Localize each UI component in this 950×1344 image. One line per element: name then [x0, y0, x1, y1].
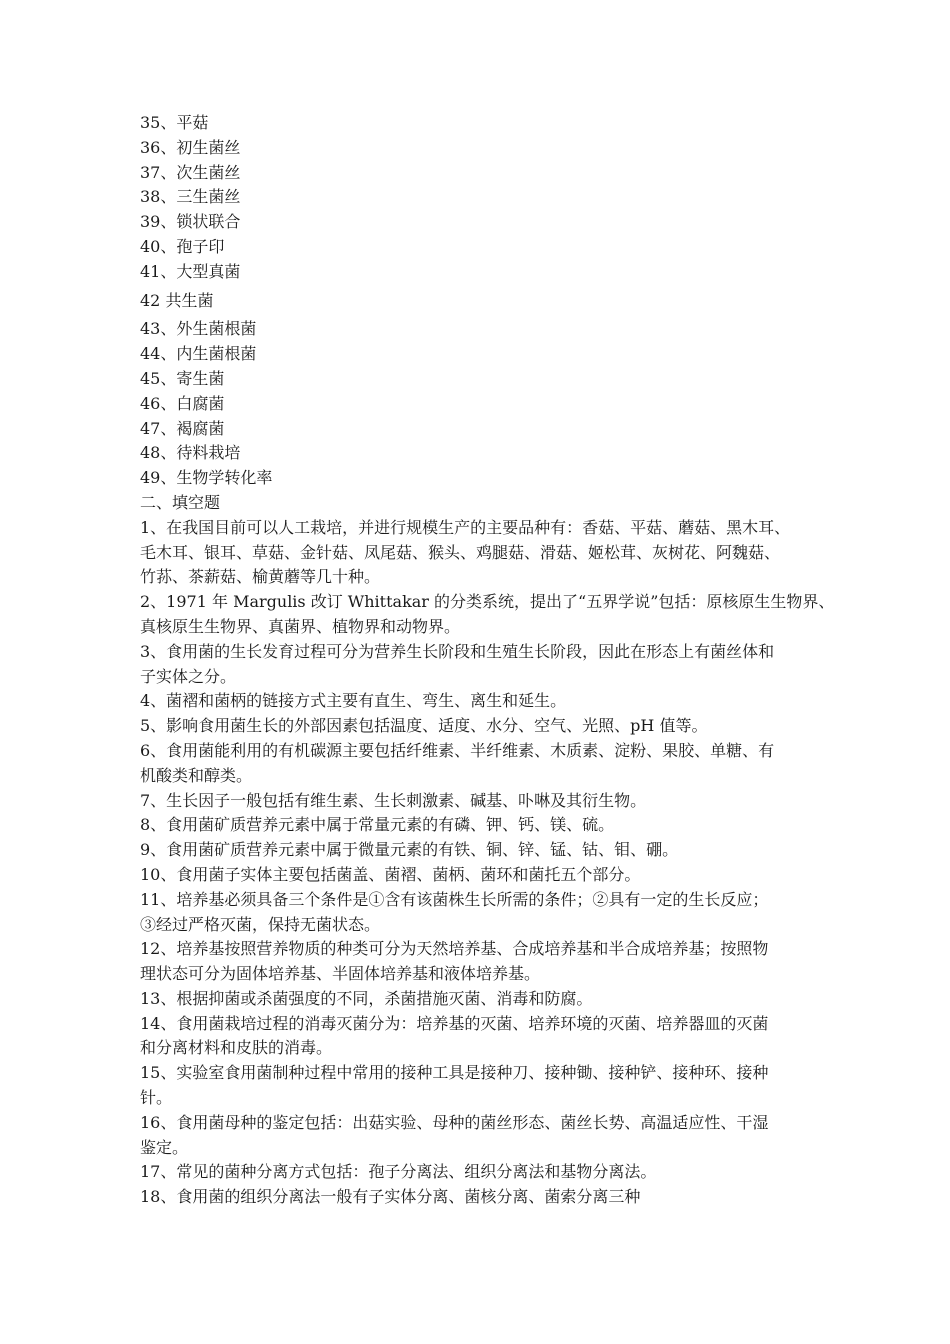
answer-line: 8、食用菌矿质营养元素中属于常量元素的有磷、钾、钙、镁、硫。: [140, 815, 615, 835]
term-item: 35、平菇: [140, 113, 209, 132]
document-page: [140, 111, 835, 1210]
answer-line: 3、食用菌的生长发育过程可分为营养生长阶段和生殖生长阶段，因此在形态上有菌丝体和: [140, 641, 775, 661]
term-item: 41、大型真菌: [140, 261, 241, 281]
answer-line: 真核原生生物界、真菌界、植物界和动物界。: [140, 616, 461, 636]
answer-item: [140, 838, 830, 863]
answer-line: 11、培养基必须具备三个条件是①含有该菌株生长所需的条件；②具有一定的生长反应；: [140, 889, 769, 909]
answer-line: 6、食用菌能利用的有机碳源主要包括纤维素、半纤维素、木质素、淀粉、果胶、单糖、有: [140, 740, 775, 760]
answer-item: [140, 739, 830, 789]
answer-item: [140, 516, 830, 590]
answer-line: 13、根据抑菌或杀菌强度的不同，杀菌措施灭菌、消毒和防腐。: [140, 988, 593, 1008]
answer-item: [140, 987, 830, 1012]
term-item: 44、内生菌根菌: [140, 344, 257, 364]
answer-line: ③经过严格灭菌，保持无菌状态。: [140, 914, 381, 934]
answer-line: 1、在我国目前可以人工栽培，并进行规模生产的主要品种有：香菇、平菇、蘑菇、黑木耳、: [140, 517, 791, 537]
term-item: 39、锁状联合: [140, 212, 241, 232]
answer-line: 2、1971 年 Margulis 改订 Whittakar 的分类系统，提出了“五界学说”包括：原核原生生物界、: [140, 592, 835, 612]
answer-line: 10、食用菌子实体主要包括菌盖、菌褶、菌柄、菌环和菌托五个部分。: [140, 864, 641, 884]
term-item: 45、寄生菌: [140, 368, 225, 388]
answer-line: 9、食用菌矿质营养元素中属于微量元素的有铁、铜、锌、锰、钴、钼、硼。: [140, 840, 679, 860]
answer-item: [140, 689, 830, 714]
answer-line: 理状态可分为固体培养基、半固体培养基和液体培养基。: [140, 964, 541, 984]
answer-line: 4、菌褶和菌柄的链接方式主要有直生、弯生、离生和延生。: [140, 691, 567, 711]
term-item: 43、外生菌根菌: [140, 319, 257, 339]
answer-line: 子实体之分。: [140, 666, 237, 686]
term-item: 49、生物学转化率: [140, 468, 273, 488]
answer-line: 针。: [140, 1088, 173, 1108]
answer-line: 竹荪、茶薪菇、榆黄蘑等几十种。: [140, 567, 381, 587]
answer-line: 鉴定。: [140, 1137, 189, 1157]
answer-item: [140, 937, 830, 987]
answer-item: [140, 590, 835, 640]
answer-item: [140, 1061, 830, 1111]
answer-line: 12、培养基按照营养物质的种类可分为天然培养基、合成培养基和半合成培养基；按照物: [140, 939, 769, 959]
answer-line: 7、生长因子一般包括有维生素、生长刺激素、碱基、卟啉及其衍生物。: [140, 790, 647, 810]
term-item: 38、三生菌丝: [140, 187, 241, 207]
term-item: 46、白腐菌: [140, 393, 225, 413]
answer-line: 毛木耳、银耳、草菇、金针菇、凤尾菇、猴头、鸡腿菇、滑菇、姬松茸、灰树花、阿魏菇、: [140, 542, 781, 562]
term-item: 42 共生菌: [140, 290, 214, 310]
section-title: 二、填空题: [140, 492, 221, 512]
answer-item: [140, 1160, 830, 1185]
answer-list: [140, 516, 835, 1210]
answer-item: [140, 1185, 830, 1210]
answer-line: 和分离材料和皮肤的消毒。: [140, 1038, 333, 1058]
answer-line: 5、影响食用菌生长的外部因素包括温度、适度、水分、空气、光照、pH 值等。: [140, 716, 708, 736]
answer-item: [140, 714, 830, 739]
answer-line: 18、食用菌的组织分离法一般有子实体分离、菌核分离、菌索分离三种: [140, 1187, 641, 1207]
term-item: 37、次生菌丝: [140, 162, 241, 182]
term-item: 47、褐腐菌: [140, 418, 225, 438]
answer-item: [140, 789, 830, 814]
answer-line: 16、食用菌母种的鉴定包括：出菇实验、母种的菌丝形态、菌丝长势、高温适应性、干湿: [140, 1112, 769, 1132]
term-item: 40、孢子印: [140, 236, 225, 256]
answer-line: 15、实验室食用菌制种过程中常用的接种工具是接种刀、接种锄、接种铲、接种环、接种: [140, 1063, 769, 1083]
answer-line: 14、食用菌栽培过程的消毒灭菌分为：培养基的灭菌、培养环境的灭菌、培养器皿的灭菌: [140, 1013, 769, 1033]
term-item: 48、待料栽培: [140, 443, 241, 463]
answer-item: [140, 1111, 830, 1161]
answer-item: [140, 863, 830, 888]
answer-item: [140, 888, 830, 938]
answer-item: [140, 1012, 830, 1062]
answer-item: [140, 640, 830, 690]
answer-item: [140, 813, 830, 838]
term-item: 36、初生菌丝: [140, 137, 241, 157]
answer-line: 机酸类和醇类。: [140, 765, 253, 785]
term-list: [140, 111, 830, 491]
answer-line: 17、常见的菌种分离方式包括：孢子分离法、组织分离法和基物分离法。: [140, 1162, 657, 1182]
